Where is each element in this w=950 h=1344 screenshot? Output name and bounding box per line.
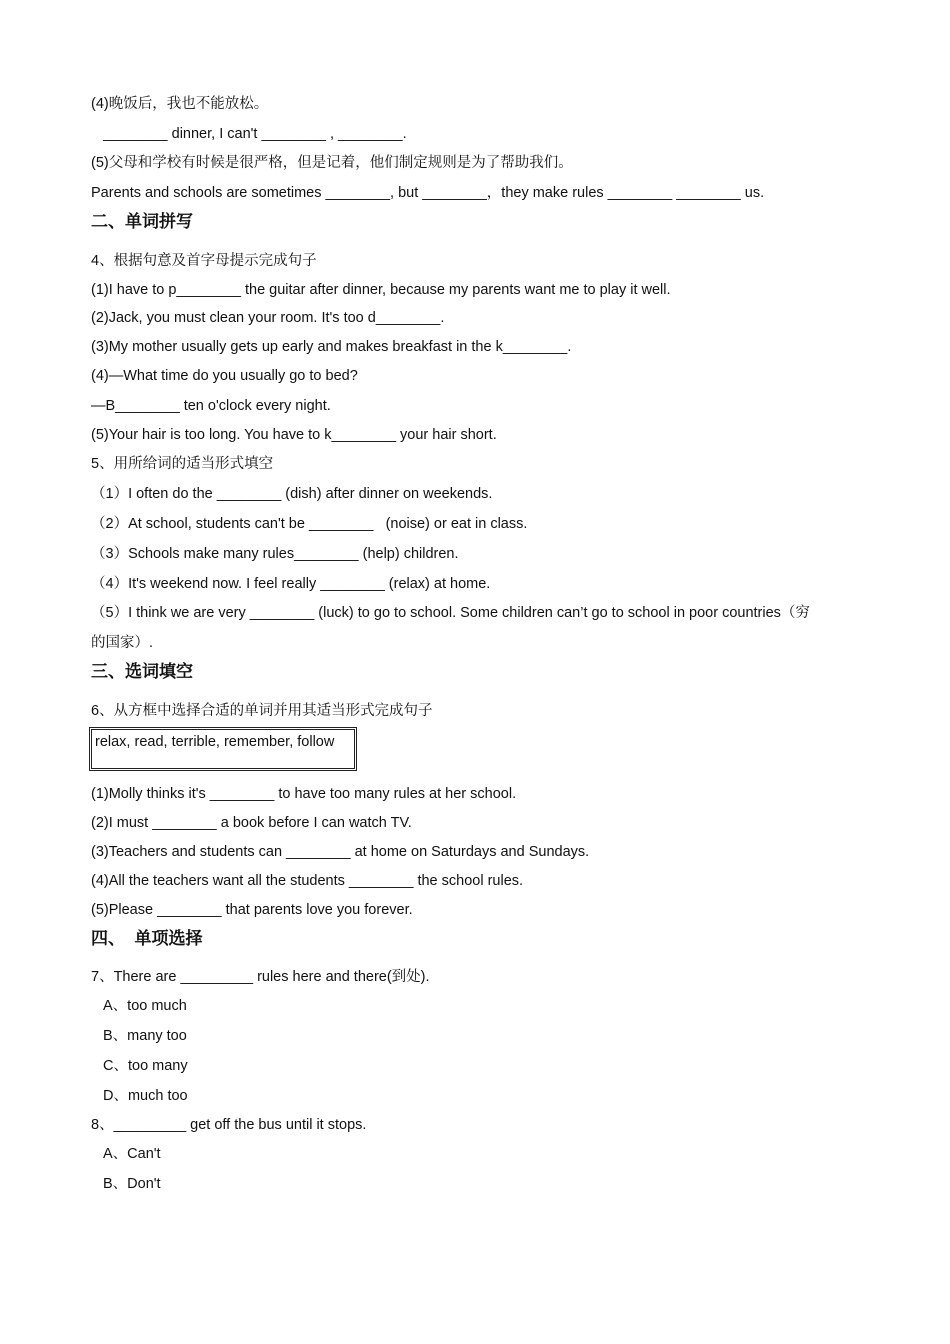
question-8-option-a: A、Can't <box>103 1146 161 1162</box>
question-5-item: （1）I often do the ________ (dish) after dinner on weekends. <box>91 486 493 502</box>
section-4-heading: 四、 单项选择 <box>91 929 203 948</box>
question-3-item-5-chinese: (5)父母和学校有时候是很严格，但是记着，他们制定规则是为了帮助我们。 <box>91 155 573 171</box>
question-4-item: (4)—What time do you usually go to bed? <box>91 368 358 384</box>
question-6-item: (2)I must ________ a book before I can watch TV. <box>91 815 412 831</box>
question-3-item-4-english: ________ dinner, I can't ________ , ________. <box>91 126 407 142</box>
question-7-stem: 7、There are _________ rules here and there(到处). <box>91 969 430 985</box>
question-8-option-b: B、Don't <box>103 1176 161 1192</box>
question-3-item-5-english: Parents and schools are sometimes ________, but ________，they make rules ________ ________ us. <box>91 185 765 201</box>
question-7-option-b: B、many too <box>103 1028 187 1044</box>
word-bank-box: relax, read, terrible, remember, follow <box>89 727 357 771</box>
question-4-item: (2)Jack, you must clean your room. It's too d________. <box>91 310 445 326</box>
question-4-item: (3)My mother usually gets up early and makes breakfast in the k________. <box>91 339 572 355</box>
question-7-option-a: A、too much <box>103 998 187 1014</box>
question-3-item-4-chinese: (4)晚饭后，我也不能放松。 <box>91 96 269 112</box>
question-5-item-continued: 的国家）. <box>91 635 154 651</box>
question-5-item: （4）It's weekend now. I feel really ________ (relax) at home. <box>91 576 491 592</box>
question-6-item: (1)Molly thinks it's ________ to have too many rules at her school. <box>91 786 517 802</box>
question-7-option-c: C、too many <box>103 1058 188 1074</box>
question-4-item: (1)I have to p________ the guitar after dinner, because my parents want me to play it well. <box>91 282 671 298</box>
question-5-item: （3）Schools make many rules________ (help) children. <box>91 546 459 562</box>
question-4-item: (5)Your hair is too long. You have to k________ your hair short. <box>91 427 497 443</box>
question-8-stem: 8、_________ get off the bus until it stops. <box>91 1117 367 1133</box>
question-6-item: (4)All the teachers want all the students ________ the school rules. <box>91 873 524 889</box>
question-5-item: （5）I think we are very ________ (luck) to go to school. Some children can’t go to school in poor countries（穷 <box>91 605 810 621</box>
question-4-title: 4、根据句意及首字母提示完成句子 <box>91 253 317 269</box>
question-5-title: 5、用所给词的适当形式填空 <box>91 456 274 472</box>
section-2-heading: 二、单词拼写 <box>91 212 193 231</box>
question-7-option-d: D、much too <box>103 1088 188 1104</box>
question-6-item: (5)Please ________ that parents love you forever. <box>91 902 413 918</box>
section-3-heading: 三、选词填空 <box>91 662 193 681</box>
question-6-item: (3)Teachers and students can ________ at home on Saturdays and Sundays. <box>91 844 590 860</box>
question-6-title: 6、从方框中选择合适的单词并用其适当形式完成句子 <box>91 703 433 719</box>
question-5-item: （2）At school, students can't be ________ (noise) or eat in class. <box>91 516 528 532</box>
question-4-item: —B________ ten o'clock every night. <box>91 398 331 414</box>
